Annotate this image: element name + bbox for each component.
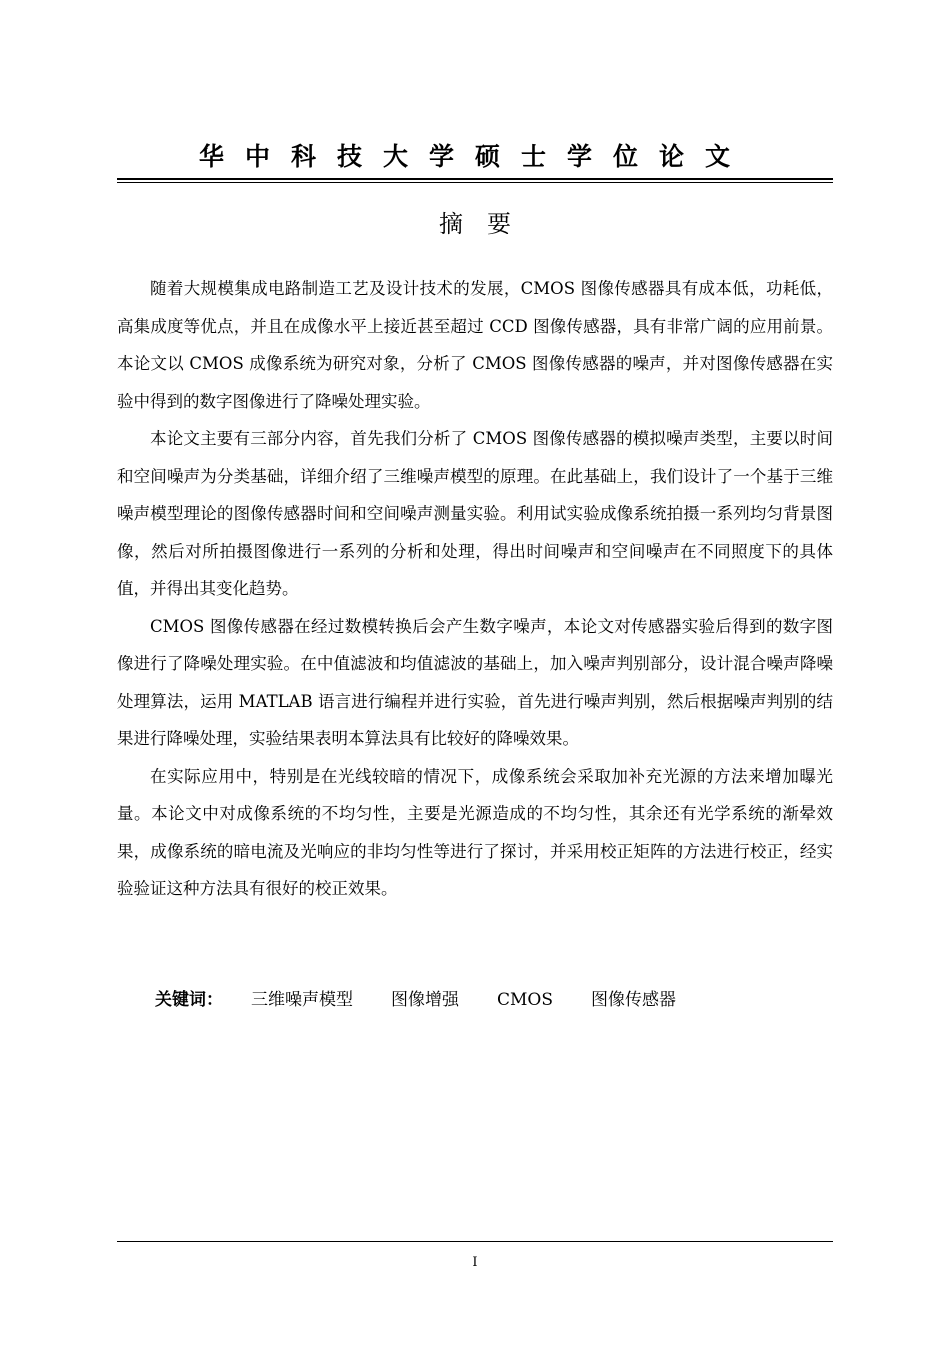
abstract-paragraph-3: CMOS 图像传感器在经过数模转换后会产生数字噪声，本论文对传感器实验后得到的数字图像进行了降噪处理实验。在中值滤波和均值滤波的基础上，加入噪声判别部分，设计混合噪声降噪处理算法，运用 MATLAB 语言进行编程并进行实验，首先进行噪声判别，然后根据噪声判别的结果进行降噪处理，实验结果表明本算法具有比较好的降噪效果。 [117,616,833,748]
header-rule-thin [117,182,833,183]
keyword-3: CMOS [497,990,553,1010]
abstract-paragraph-1: 随着大规模集成电路制造工艺及设计技术的发展，CMOS 图像传感器具有成本低，功耗低，高集成度等优点，并且在成像水平上接近甚至超过 CCD 图像传感器，具有非常广阔的应用前景。本论文以 CMOS 成像系统为研究对象，分析了 CMOS 图像传感器的噪声，并对图像传感器在实验中得到的数字图像进行了降噪处理实验。 [117,279,833,411]
keywords-line [155,985,714,1015]
abstract-paragraph-4: 在实际应用中，特别是在光线较暗的情况下，成像系统会采取加补充光源的方法来增加曝光量。本论文中对成像系统的不均匀性，主要是光源造成的不均匀性，其余还有光学系统的渐晕效果，成像系统的暗电流及光响应的非均匀性等进行了探讨，并采用校正矩阵的方法进行校正，经实验验证这种方法具有很好的校正效果。 [117,766,833,898]
keyword-1: 三维噪声模型 [251,990,353,1010]
footer-rule [117,1241,833,1242]
header-rule-thick [117,178,833,180]
abstract-heading: 摘要 [439,210,535,238]
thesis-header-title: 华中科技大学硕士学位论文 [198,142,751,171]
abstract-body [117,270,833,908]
keyword-2: 图像增强 [391,990,459,1010]
page-number: I [472,1255,478,1270]
keywords-label: 关键词： [155,990,223,1010]
keyword-4: 图像传感器 [591,990,676,1010]
abstract-paragraph-2: 本论文主要有三部分内容，首先我们分析了 CMOS 图像传感器的模拟噪声类型，主要以时间和空间噪声为分类基础，详细介绍了三维噪声模型的原理。在此基础上，我们设计了一个基于三维噪声模型理论的图像传感器时间和空间噪声测量实验。利用试实验成像系统拍摄一系列均匀背景图像，然后对所拍摄图像进行一系列的分析和处理，得出时间噪声和空间噪声在不同照度下的具体值，并得出其变化趋势。 [117,429,833,598]
